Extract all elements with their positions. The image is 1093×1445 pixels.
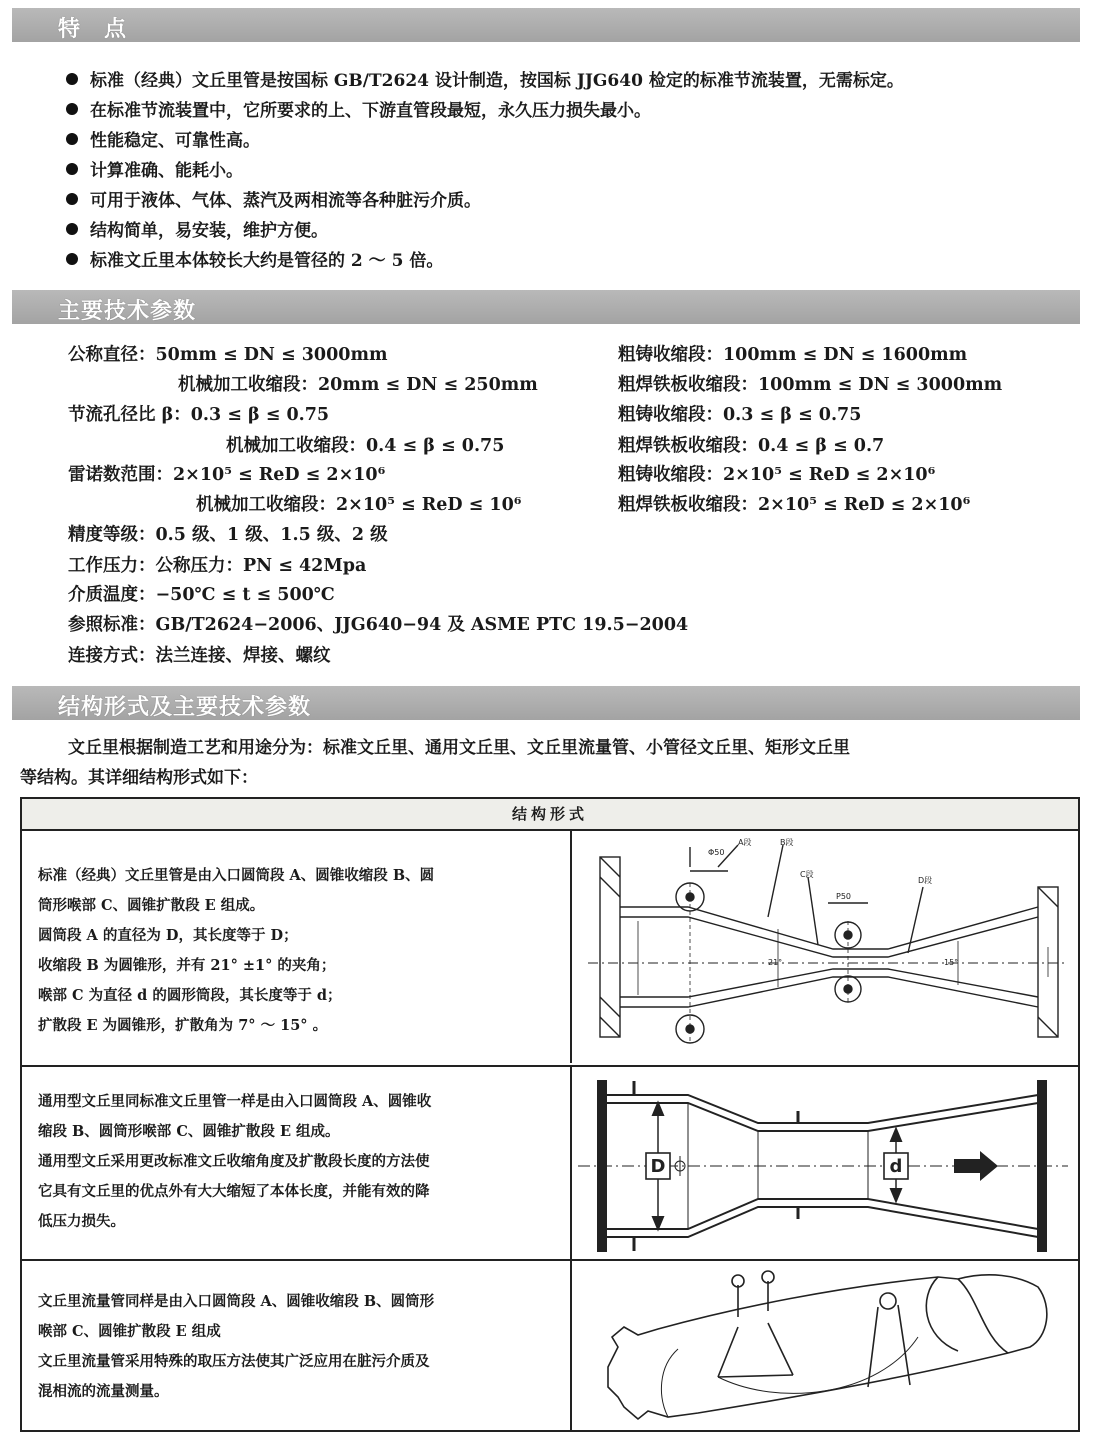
- row-divider: [570, 831, 572, 1063]
- param-re-welded: 粗焊铁板收缩段：2×10⁵ ≤ ReD ≤ 2×10⁶: [618, 495, 971, 515]
- row-divider: [570, 1067, 572, 1259]
- bullet-icon: [66, 133, 78, 145]
- param-temperature: 介质温度：−50℃ ≤ t ≤ 500℃: [68, 585, 335, 605]
- bullet-icon: [66, 223, 78, 235]
- row-text: 通用型文丘里同标准文丘里管一样是由入口圆筒段 A、圆锥收 缩段 B、圆筒形喉部 C、圆锥扩散段 E 组成。 通用型文丘采用更改标准文丘收缩角度及扩散段长度的方法使 它具有文丘里的优点外有大大缩短了本体长度，并能有效的降 低压力损失。: [38, 1093, 432, 1230]
- feature-item: 标准（经典）文丘里管是按国标 GB/T2624 设计制造，按国标 JJG640 检定的标准节流装置，无需标定。: [66, 66, 1086, 96]
- bullet-icon: [66, 73, 78, 85]
- section-bar-features: [12, 8, 1080, 42]
- bullet-icon: [66, 163, 78, 175]
- feature-item: 计算准确、能耗小。: [66, 156, 1086, 186]
- section-bar-params: [12, 290, 1080, 324]
- param-dn-welded: 粗焊铁板收缩段：100mm ≤ DN ≤ 3000mm: [618, 375, 1003, 395]
- svg-text:15°: 15°: [944, 958, 959, 967]
- svg-text:D段: D段: [918, 876, 933, 885]
- param-beta-welded: 粗焊铁板收缩段：0.4 ≤ β ≤ 0.7: [618, 436, 885, 456]
- param-dn-cast: 粗铸收缩段：100mm ≤ DN ≤ 1600mm: [618, 345, 968, 365]
- intro-line-1: 文丘里根据制造工艺和用途分为：标准文丘里、通用文丘里、文丘里流量管、小管径文丘里、矩形文丘里: [68, 738, 850, 758]
- structure-row-universal: [22, 1065, 1078, 1259]
- structure-table: [20, 797, 1080, 1432]
- section-title-params: 主要技术参数: [58, 299, 197, 324]
- param-standards: 参照标准：GB/T2624−2006、JJG640−94 及 ASME PTC 19.5−2004: [68, 615, 689, 635]
- feature-item: 性能稳定、可靠性高。: [66, 126, 1086, 156]
- structure-row-flow-tube: [22, 1259, 1078, 1432]
- svg-text:B段: B段: [780, 838, 794, 847]
- structure-row-standard: [22, 831, 1078, 1063]
- feature-item: 结构简单，易安装，维护方便。: [66, 216, 1086, 246]
- section-bar-structure: [12, 686, 1080, 720]
- flow-tube-drawing: [578, 1267, 1070, 1427]
- svg-text:P50: P50: [836, 892, 852, 901]
- svg-text:Φ50: Φ50: [708, 848, 725, 857]
- section-title-features: 特 点: [58, 17, 128, 42]
- standard-venturi-drawing: [578, 837, 1070, 1059]
- structure-intro: [20, 733, 1082, 793]
- feature-item: 可用于液体、气体、蒸汽及两相流等各种脏污介质。: [66, 186, 1086, 216]
- row-text: 文丘里流量管同样是由入口圆筒段 A、圆锥收缩段 B、圆筒形 喉部 C、圆锥扩散段 E 组成 文丘里流量管采用特殊的取压方法使其广泛应用在脏污介质及 混相流的流量测量。: [38, 1293, 435, 1400]
- feature-item: 在标准节流装置中，它所要求的上、下游直管段最短，永久压力损失最小。: [66, 96, 1086, 126]
- param-dn-machined: 机械加工收缩段：20mm ≤ DN ≤ 250mm: [178, 375, 538, 395]
- diameter-D-label: D: [650, 1156, 666, 1177]
- row-text: 标准（经典）文丘里管是由入口圆筒段 A、圆锥收缩段 B、圆 筒形喉部 C、圆锥扩散段 E 组成。 圆筒段 A 的直径为 D，其长度等于 D； 收缩段 B 为圆锥形，并有 21° ±1° 的夹角； 喉部 C 为直径 d 的圆形筒段，其长度等于 d； 扩散段 E 为圆锥形，扩散角为 7° ～ 15° 。: [38, 867, 435, 1034]
- bullet-icon: [66, 253, 78, 265]
- param-beta-machined: 机械加工收缩段：0.4 ≤ β ≤ 0.75: [226, 436, 505, 456]
- flow-direction-arrow-icon: [954, 1151, 998, 1181]
- param-accuracy: 精度等级：0.5 级、1 级、1.5 级、2 级: [68, 525, 388, 545]
- param-beta-cast: 粗铸收缩段：0.3 ≤ β ≤ 0.75: [618, 405, 862, 425]
- section-title-structure: 结构形式及主要技术参数: [58, 695, 312, 720]
- intro-line-2: 等结构。其详细结构形式如下：: [20, 768, 258, 788]
- structure-table-header: 结构形式: [22, 799, 1078, 831]
- param-beta: 节流孔径比 β：0.3 ≤ β ≤ 0.75: [68, 405, 330, 425]
- param-re-label: 雷诺数范围：: [68, 465, 173, 485]
- universal-venturi-drawing: [578, 1073, 1070, 1255]
- svg-text:21°: 21°: [768, 958, 783, 967]
- feature-item: 标准文丘里本体较长大约是管径的 2 ～ 5 倍。: [66, 246, 1086, 276]
- svg-text:A段: A段: [738, 838, 752, 847]
- param-pressure: 工作压力：公称压力：PN ≤ 42Mpa: [68, 556, 367, 576]
- row-divider: [570, 1261, 572, 1432]
- param-re-cast: 粗铸收缩段：2×10⁵ ≤ ReD ≤ 2×10⁶: [618, 465, 936, 485]
- throat-d-label: d: [889, 1156, 903, 1177]
- param-re-machined: 机械加工收缩段：2×10⁵ ≤ ReD ≤ 10⁶: [196, 495, 522, 515]
- param-connection: 连接方式：法兰连接、焊接、螺纹: [68, 646, 331, 666]
- feature-list: [66, 66, 1086, 276]
- param-re-value: 2×10⁵ ≤ ReD ≤ 2×10⁶: [173, 465, 386, 485]
- svg-text:C段: C段: [800, 870, 814, 879]
- param-dn: 公称直径：50mm ≤ DN ≤ 3000mm: [68, 345, 388, 365]
- bullet-icon: [66, 103, 78, 115]
- bullet-icon: [66, 193, 78, 205]
- param-re: [68, 460, 385, 490]
